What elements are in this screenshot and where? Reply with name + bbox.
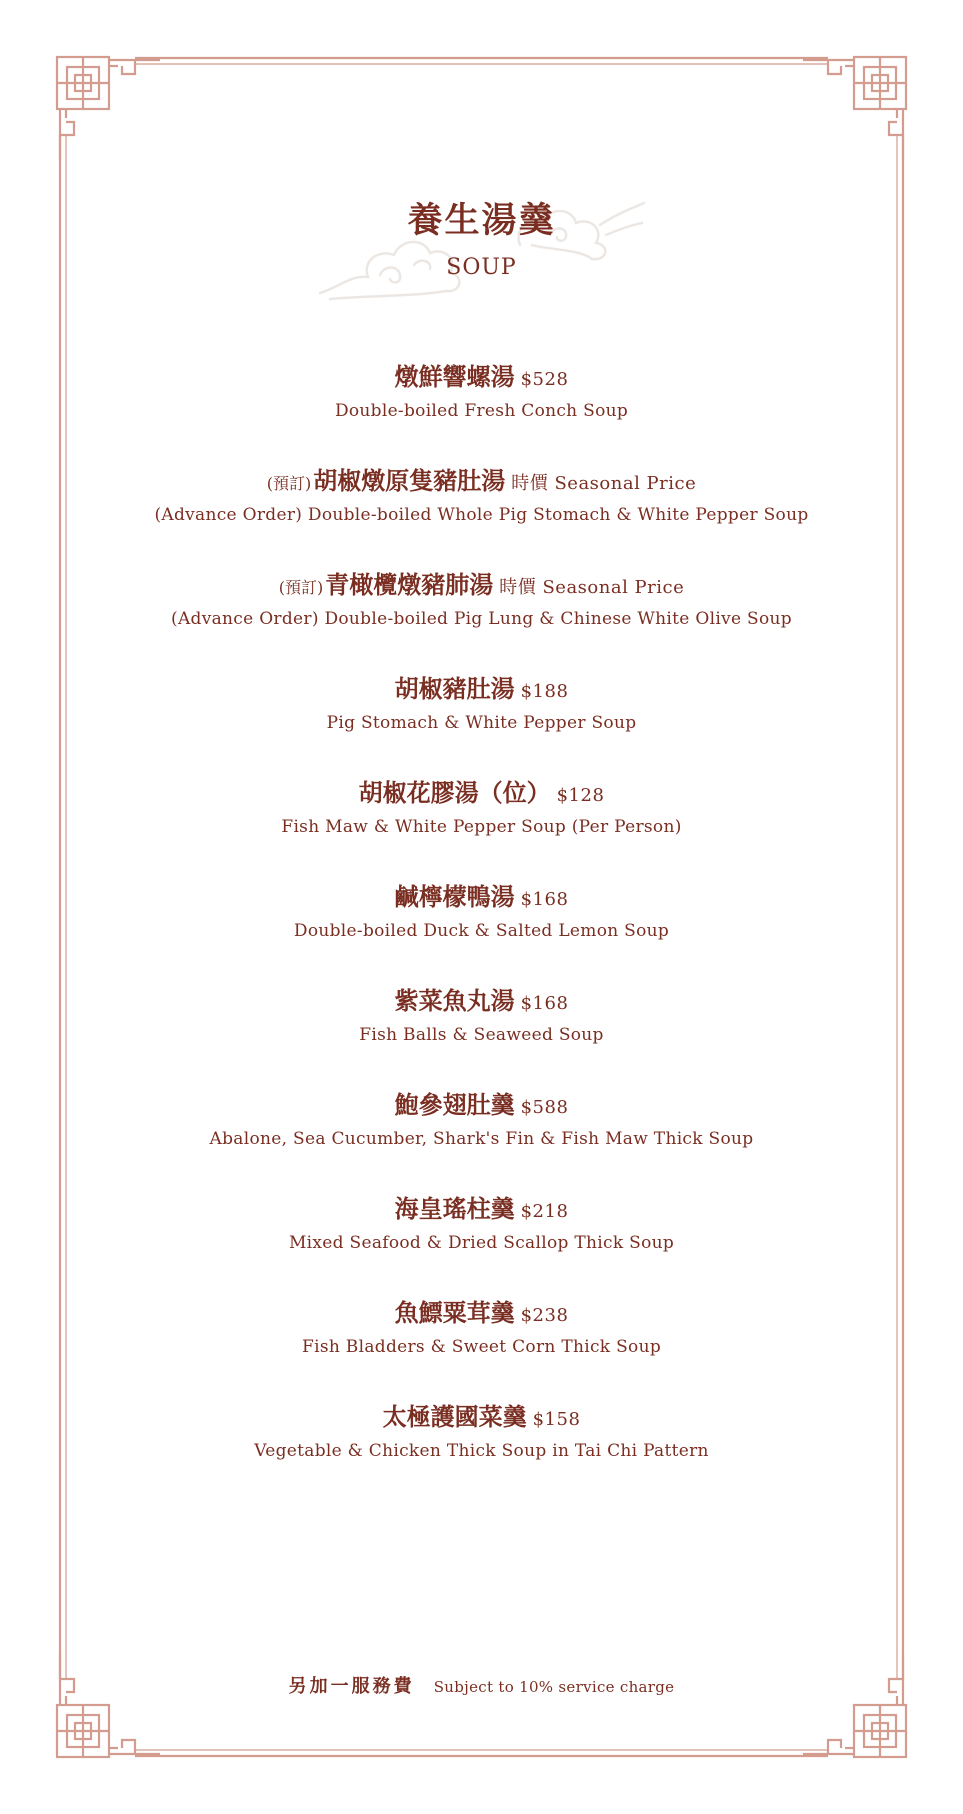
menu-item-price: $188 bbox=[520, 681, 569, 702]
page-title-zh: 養生湯羹 bbox=[407, 200, 556, 241]
menu-item-title-line bbox=[0, 774, 963, 815]
menu-item bbox=[0, 878, 963, 982]
menu-item-title-line bbox=[0, 566, 963, 607]
menu-item bbox=[0, 1086, 963, 1190]
menu-item-title-line bbox=[0, 982, 963, 1023]
menu-item-name-en: Double-boiled Duck & Salted Lemon Soup bbox=[293, 921, 670, 941]
menu-item-name-en: Mixed Seafood & Dried Scallop Thick Soup bbox=[288, 1233, 675, 1253]
menu-item-title-line bbox=[0, 1190, 963, 1231]
menu-item-title-line bbox=[0, 358, 963, 399]
menu-item bbox=[0, 982, 963, 1086]
menu-item-name-zh: 胡椒豬肚湯 bbox=[394, 674, 515, 703]
menu-item bbox=[0, 1294, 963, 1398]
menu-item bbox=[0, 774, 963, 878]
service-charge-en: Subject to 10% service charge bbox=[433, 1678, 675, 1696]
menu-item-price: 時價 Seasonal Price bbox=[499, 577, 685, 598]
menu-item bbox=[0, 462, 963, 566]
menu-item-title-line bbox=[0, 1086, 963, 1127]
menu-item-name-en: Fish Maw & White Pepper Soup (Per Person) bbox=[281, 817, 682, 837]
menu-item-title-line bbox=[0, 878, 963, 919]
advance-order-note: (預訂) bbox=[266, 474, 312, 493]
menu-item-price: $238 bbox=[520, 1305, 569, 1326]
menu-item-name-zh: 鮑參翅肚羹 bbox=[394, 1090, 515, 1119]
menu-item-name-en: Double-boiled Fresh Conch Soup bbox=[334, 401, 629, 421]
menu-item-name-en: Abalone, Sea Cucumber, Shark's Fin & Fish Maw Thick Soup bbox=[209, 1129, 754, 1149]
menu-item bbox=[0, 1398, 963, 1502]
menu-item-title-line bbox=[0, 462, 963, 503]
page-title-en: SOUP bbox=[446, 255, 517, 280]
service-charge-note bbox=[0, 1672, 963, 1698]
menu-item-title-line bbox=[0, 670, 963, 711]
menu-item-name-en: Fish Bladders & Sweet Corn Thick Soup bbox=[301, 1337, 662, 1357]
menu-item-name-zh: 紫菜魚丸湯 bbox=[394, 986, 515, 1015]
menu-item-name-en: (Advance Order) Double-boiled Pig Lung & Chinese White Olive Soup bbox=[171, 609, 792, 629]
menu-item-name-zh: 太極護國菜羹 bbox=[382, 1402, 527, 1431]
advance-order-note: (預訂) bbox=[278, 578, 324, 597]
menu-item bbox=[0, 1190, 963, 1294]
menu-item-price: $588 bbox=[520, 1097, 569, 1118]
menu-item-title-line bbox=[0, 1294, 963, 1335]
menu-item-price: $128 bbox=[556, 785, 605, 806]
menu-item-price: $168 bbox=[520, 993, 569, 1014]
menu-item-name-en: Fish Balls & Seaweed Soup bbox=[359, 1025, 604, 1045]
menu-item-name-zh: 鹹檸檬鴨湯 bbox=[394, 882, 515, 911]
menu-item-name-zh: 青橄欖燉豬肺湯 bbox=[325, 570, 494, 599]
menu-item-name-en: Vegetable & Chicken Thick Soup in Tai Chi Pattern bbox=[254, 1441, 709, 1461]
menu-item-price: 時價 Seasonal Price bbox=[511, 473, 697, 494]
menu-item-price: $168 bbox=[520, 889, 569, 910]
menu-item-price: $158 bbox=[532, 1409, 581, 1430]
service-charge-zh: 另加一服務費 bbox=[288, 1676, 415, 1697]
menu-item-name-zh: 胡椒花膠湯（位） bbox=[358, 778, 551, 807]
menu-item-name-zh: 燉鮮響螺湯 bbox=[394, 362, 515, 391]
menu-item bbox=[0, 358, 963, 462]
menu-item-name-en: Pig Stomach & White Pepper Soup bbox=[326, 713, 637, 733]
menu-item bbox=[0, 670, 963, 774]
menu-item-name-zh: 海皇瑤柱羹 bbox=[394, 1194, 515, 1223]
menu-item bbox=[0, 566, 963, 670]
menu-item-title-line bbox=[0, 1398, 963, 1439]
menu-items-list bbox=[0, 358, 963, 1502]
menu-item-name-zh: 魚鰾粟茸羹 bbox=[394, 1298, 515, 1327]
menu-item-price: $218 bbox=[520, 1201, 569, 1222]
menu-header bbox=[0, 196, 963, 282]
menu-item-price: $528 bbox=[520, 369, 569, 390]
menu-item-name-zh: 胡椒燉原隻豬肚湯 bbox=[313, 466, 506, 495]
menu-item-name-en: (Advance Order) Double-boiled Whole Pig Stomach & White Pepper Soup bbox=[154, 505, 809, 525]
